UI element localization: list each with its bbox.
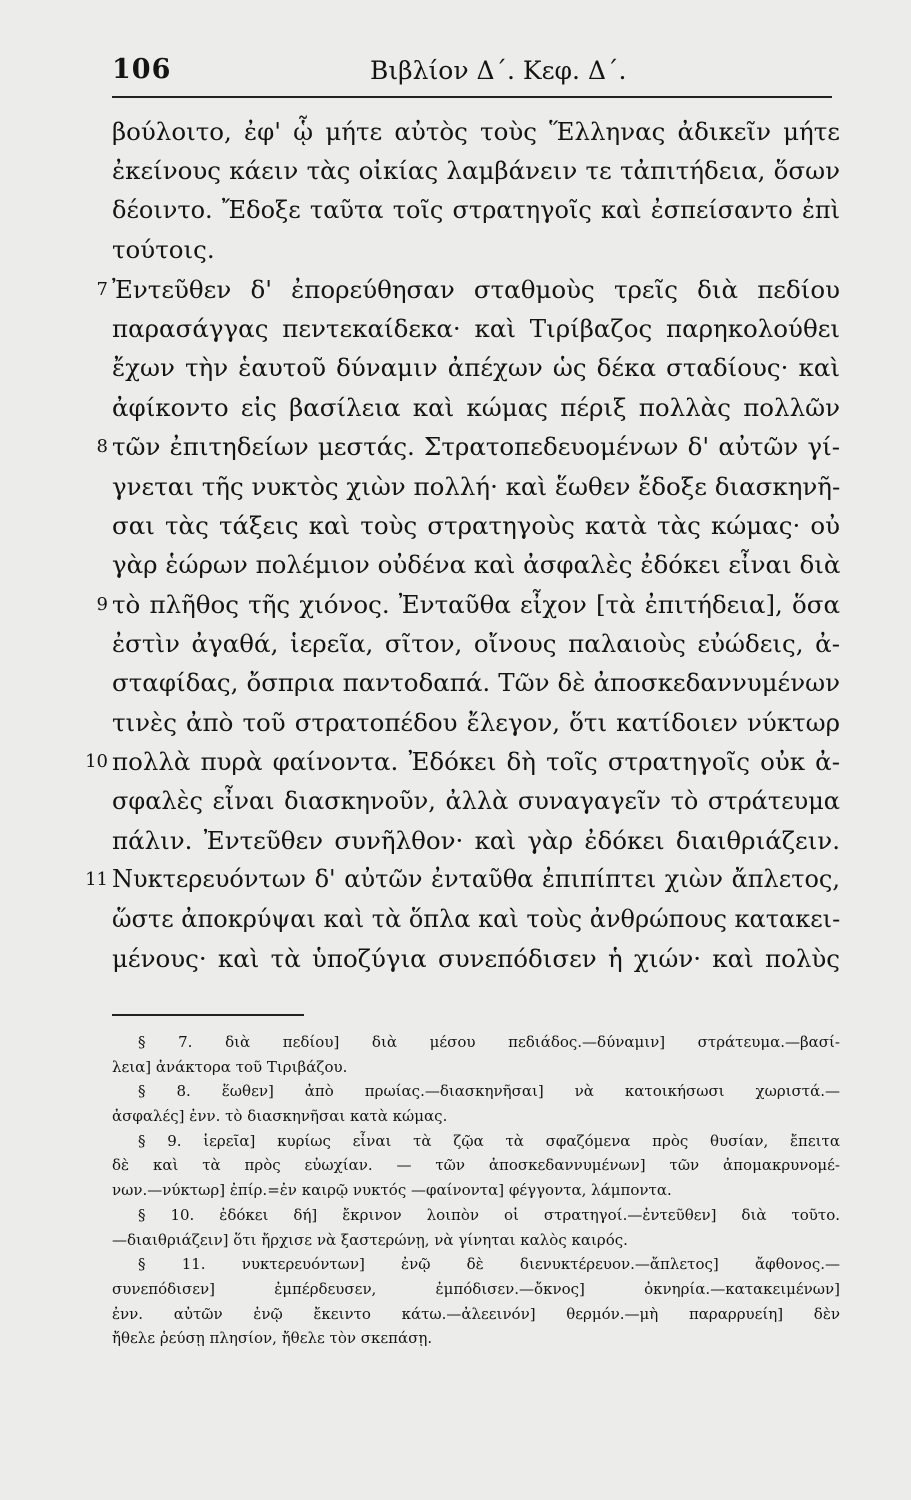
text-line [112,821,840,860]
text-line [85,860,840,899]
line-text: τῶν ἐπιτηδείων μεστάς. Στρατοπεδευομένων δ' αὐτῶν γί- [112,432,840,462]
text-line [112,506,840,545]
line-text: ἐκείνους κάειν τὰς οἰκίας λαμβάνειν τε τἀπιτήδεια, ὅσων [112,156,840,186]
text-line [85,742,840,781]
footnote-line: νων.—νύκτωρ] ἐπίρ.=ἐν καιρῷ νυκτός —φαίνοντα] φέγγοντα, λάμποντα. [112,1181,672,1200]
footnote-line: συνεπόδισεν] ἐμπέρδευσεν, ἐμπόδισεν.—ὄκνος] ὀκνηρία.—κατακειμένων] [112,1279,840,1298]
text-line [112,545,840,584]
section-number: 8 [96,436,108,458]
footnotes [112,1030,840,1351]
text-line [96,270,840,309]
line-text: πάλιν. Ἐντεῦθεν συνῆλθον· καὶ γὰρ ἐδόκει διαιθριάζειν. [112,826,840,856]
page-number: 106 [112,54,172,85]
footnote-line: ἤθελε ῥεύσῃ πλησίον, ἤθελε τὸν σκεπάσῃ. [112,1329,433,1348]
footnote-rule [112,1014,304,1016]
section-number: 10 [85,751,108,773]
line-text: τὸ πλῆθος τῆς χιόνος. Ἐνταῦθα εἶχον [τὰ ἐπιτήδεια], ὅσα [112,589,840,619]
text-line [112,388,840,427]
text-line [112,624,840,663]
line-text: γὰρ ἑώρων πολέμιον οὐδένα καὶ ἀσφαλὲς ἐδόκει εἶναι διὰ [112,550,841,580]
line-text: ἀφίκοντο εἰς βασίλεια καὶ κώμας πέριξ πολλὰς πολλῶν [112,392,840,422]
text-line [112,703,840,742]
line-text: τούτοις. [112,235,215,265]
line-text: σταφίδας, ὄσπρια παντοδαπά. Τῶν δὲ ἀποσκεδαννυμένων [112,668,840,698]
main-text [85,112,841,979]
footnote-line: ἀσφαλές] ἐνν. τὸ διασκηνῆσαι κατὰ κώμας. [112,1107,448,1126]
line-text: παρασάγγας πεντεκαίδεκα· καὶ Τιρίβαζος παρηκολούθει [112,313,840,343]
line-text: ὥστε ἀποκρύψαι καὶ τὰ ὅπλα καὶ τοὺς ἀνθρώπους κατακει- [112,904,841,933]
line-text: τινὲς ἀπὸ τοῦ στρατοπέδου ἔλεγον, ὅτι κατίδοιεν νύκτωρ [112,707,840,737]
text-line [112,309,840,348]
text-line [112,112,840,151]
page-header [112,50,832,90]
text-line [96,585,840,624]
line-text: ἔχων τὴν ἑαυτοῦ δύναμιν ἀπέχων ὡς δέκα σταδίους· καὶ [112,353,840,383]
line-text: σφαλὲς εἶναι διασκηνοῦν, ἀλλὰ συναγαγεῖν τὸ στράτευμα [112,786,840,815]
text-line [112,151,840,190]
line-text: δέοιντο. Ἔδοξε ταῦτα τοῖς στρατηγοῖς καὶ ἐσπείσαντο ἐπὶ [112,195,840,224]
text-line [112,348,840,387]
line-text: μένους· καὶ τὰ ὑποζύγια συνεπόδισεν ἡ χιών· καὶ πολὺς [112,944,840,974]
footnote-line: § 11. νυκτερευόντων] ἐνῷ δὲ διενυκτέρευον.—ἄπλετος] ἄφθονος.— [138,1255,840,1274]
line-text: ἐστὶν ἀγαθά, ἱερεῖα, σῖτον, οἴνους παλαιοὺς εὐώδεις, ἀ- [112,629,840,659]
line-text: Ἐντεῦθεν δ' ἐπορεύθησαν σταθμοὺς τρεῖς διὰ πεδίου [112,274,840,304]
text-line [112,467,840,506]
line-text: βούλοιτο, ἐφ' ᾧ μήτε αὐτὸς τοὺς Ἕλληνας ἀδικεῖν μήτε [112,117,840,146]
footnote-line: —διαιθριάζειν] ὅτι ἤρχισε νὰ ξαστερώνῃ, νὰ γίνηται καλὸς καιρός. [112,1230,628,1249]
running-title: Βιβλίον Δ΄. Κεφ. Δ΄. [370,56,627,85]
text-line [112,663,840,702]
footnote-line: δὲ καὶ τὰ πρὸς εὐωχίαν. — τῶν ἀποσκεδαννυμένων] τῶν ἀπομακρυνομέ- [112,1156,840,1175]
text-line [96,427,840,466]
section-number: 9 [96,593,108,615]
line-text: γνεται τῆς νυκτὸς χιὼν πολλή· καὶ ἕωθεν ἔδοξε διασκηνῆ- [112,471,841,501]
text-line [112,900,840,939]
line-text: Νυκτερευόντων δ' αὐτῶν ἐνταῦθα ἐπιπίπτει χιὼν ἄπλετος, [112,865,840,894]
footnote-line: § 10. ἐδόκει δή] ἔκρινον λοιπὸν οἱ στρατηγοί.—ἐντεῦθεν] διὰ τοῦτο. [138,1205,840,1224]
header-rule [112,96,832,98]
footnote-line: § 9. ἱερεῖα] κυρίως εἶναι τὰ ζῷα τὰ σφαζόμενα πρὸς θυσίαν, ἔπειτα [138,1131,840,1150]
footnote-line: ἐνν. αὐτῶν ἐνῷ ἔκειντο κάτω.—ἀλεεινόν] θερμόν.—μὴ παραρρυείη] δὲν [112,1304,840,1323]
line-text: σαι τὰς τάξεις καὶ τοὺς στρατηγοὺς κατὰ τὰς κώμας· οὐ [112,510,840,540]
text-line [112,939,840,978]
text-line [112,191,840,230]
section-number: 7 [96,278,108,300]
footnote-line: λεια] ἀνάκτορα τοῦ Τιριβάζου. [112,1057,348,1076]
footnote-line: § 7. διὰ πεδίου] διὰ μέσου πεδιάδος.—δύναμιν] στράτευμα.—βασί- [138,1033,840,1051]
text-line [112,782,840,821]
footnote-line: § 8. ἕωθεν] ἀπὸ πρωίας.—διασκηνῆσαι] νὰ κατοικήσωσι χωριστά.— [138,1082,840,1101]
text-line [112,230,840,269]
section-number: 11 [85,869,108,891]
line-text: πολλὰ πυρὰ φαίνοντα. Ἐδόκει δὴ τοῖς στρατηγοῖς οὐκ ἀ- [112,747,840,777]
